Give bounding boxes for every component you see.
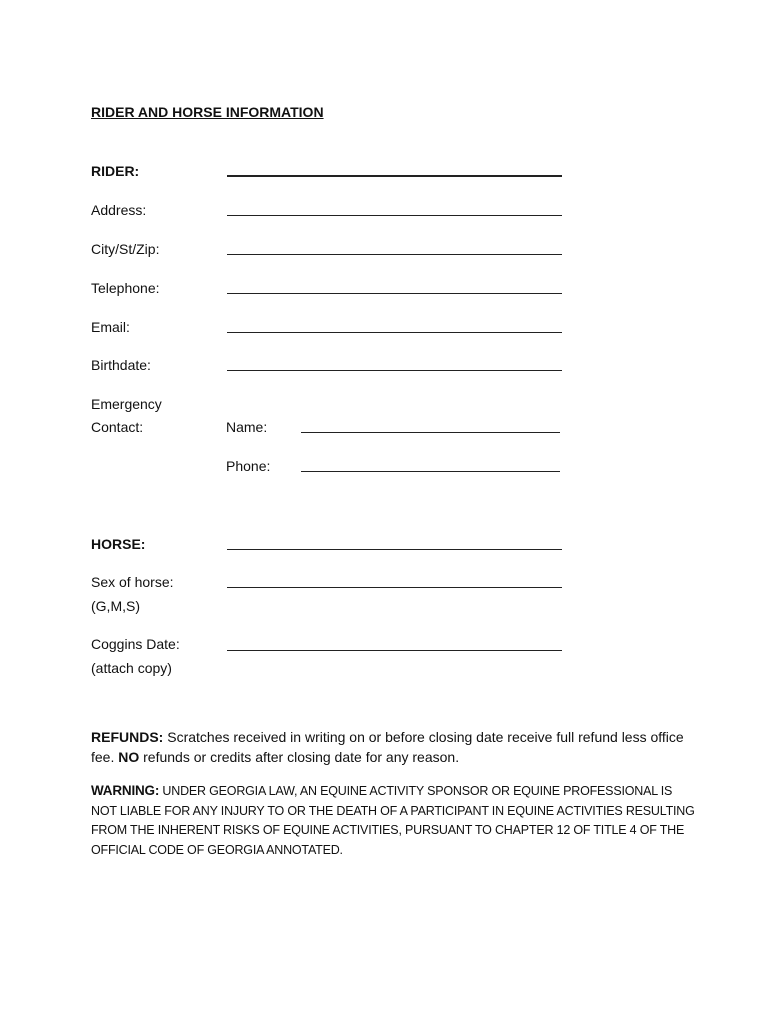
horse-heading: HORSE:: [91, 536, 146, 552]
sex-options-label: (G,M,S): [91, 598, 140, 614]
telephone-label: Telephone:: [91, 280, 160, 296]
city-field[interactable]: [227, 254, 562, 255]
page-title: RIDER AND HORSE INFORMATION: [91, 104, 324, 120]
rider-name-field[interactable]: [227, 175, 562, 177]
emergency-name-label: Name:: [226, 419, 268, 435]
city-label: City/St/Zip:: [91, 241, 160, 257]
address-label: Address:: [91, 202, 147, 218]
coggins-label: Coggins Date:: [91, 636, 180, 652]
warning-label: WARNING:: [91, 783, 160, 798]
emergency-phone-label: Phone:: [226, 458, 271, 474]
contact-label: Contact:: [91, 419, 144, 435]
refunds-paragraph: [91, 727, 691, 767]
warning-paragraph: [91, 781, 701, 860]
rider-heading: RIDER:: [91, 163, 140, 179]
email-label: Email:: [91, 319, 130, 335]
emergency-name-field[interactable]: [301, 432, 560, 433]
address-field[interactable]: [227, 215, 562, 216]
birthdate-field[interactable]: [227, 370, 562, 371]
refunds-text-2: refunds or credits after closing date for any reason.: [139, 749, 460, 765]
horse-name-field[interactable]: [227, 549, 562, 550]
birthdate-label: Birthdate:: [91, 357, 151, 373]
email-field[interactable]: [227, 332, 562, 333]
telephone-field[interactable]: [227, 293, 562, 294]
sex-label: Sex of horse:: [91, 574, 174, 590]
refunds-text-1: Scratches received in writing on or before closing date receive full refund less office fee.: [91, 729, 684, 765]
coggins-note-label: (attach copy): [91, 660, 172, 676]
coggins-field[interactable]: [227, 650, 562, 651]
emergency-label: Emergency: [91, 396, 162, 412]
emergency-phone-field[interactable]: [301, 471, 560, 472]
sex-field[interactable]: [227, 587, 562, 588]
refunds-label: REFUNDS:: [91, 729, 164, 745]
warning-text: UNDER GEORGIA LAW, AN EQUINE ACTIVITY SPONSOR OR EQUINE PROFESSIONAL IS NOT LIABLE FOR ANY INJURY TO OR THE DEATH OF A PARTICIPANT IN EQUINE ACTIVITIES RESULTING FROM THE INHERENT RISKS OF EQUINE ACTIVITIES, PURSUANT TO CHAPTER 12 OF TITLE 4 OF THE OFFICIAL CODE OF GEORGIA ANNOTATED.: [91, 784, 695, 857]
refunds-no: NO: [118, 749, 140, 765]
